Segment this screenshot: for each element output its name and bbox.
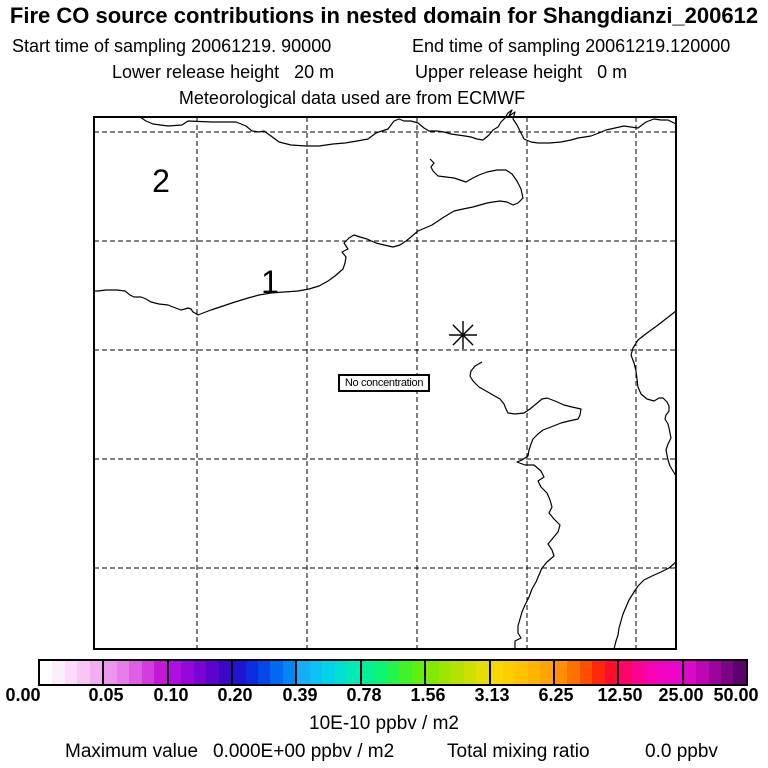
maximum-value-label: Maximum value: [65, 741, 199, 762]
colorbar-cell: [555, 661, 567, 684]
colorbar-cell: [246, 661, 258, 684]
colorbar-cell: [283, 661, 295, 684]
colorbar-cell: [684, 661, 696, 684]
colorbar-cell: [464, 661, 476, 684]
colorbar-cell: [515, 661, 527, 684]
colorbar-cell: [129, 661, 141, 684]
colorbar-cell: [439, 661, 451, 684]
maximum-value-text: 0.000E+00 ppbv / m2: [213, 741, 395, 762]
colorbar-cell: [721, 661, 733, 684]
colorbar-segment-7: [489, 661, 553, 684]
colorbar-cell: [233, 661, 245, 684]
colorbar-cell: [258, 661, 270, 684]
colorbar-tick-label-25.00: 25.00: [658, 685, 704, 705]
colorbar-segment-2: [167, 661, 231, 684]
colorbar-cell: [362, 661, 374, 684]
colorbar-cell: [374, 661, 386, 684]
colorbar-tick-label-0.05: 0.05: [88, 685, 124, 705]
colorbar-cell: [669, 661, 681, 684]
colorbar-cell: [335, 661, 347, 684]
coastline-north_coast: [140, 110, 676, 146]
mixing-ratio-label: Total mixing ratio: [447, 741, 590, 762]
mixing-ratio-value: 0.0 ppbv: [645, 741, 718, 762]
figure-title: Fire CO source contributions in nested domain for Shangdianzi_200612: [9, 3, 759, 28]
colorbar-cell: [733, 661, 745, 684]
colorbar-segment-1: [102, 661, 166, 684]
colorbar-cell: [297, 661, 309, 684]
colorbar-cell: [503, 661, 515, 684]
colorbar-cell: [90, 661, 102, 684]
colorbar-cell: [206, 661, 218, 684]
colorbar-tick-label-0.20: 0.20: [217, 685, 253, 705]
colorbar-cell: [194, 661, 206, 684]
lower-release-text: Lower release height 20 m: [112, 62, 335, 82]
coastline-east_coast_lower: [614, 562, 676, 649]
colorbar-cell: [322, 661, 334, 684]
colorbar-cell: [476, 661, 488, 684]
colorbar-segment-0: [40, 661, 102, 684]
colorbar-segment-4: [295, 661, 359, 684]
no-concentration-box: No concentration: [338, 374, 430, 392]
colorbar-cell: [65, 661, 77, 684]
colorbar-tick-label-0.10: 0.10: [153, 685, 189, 705]
colorbar-cell: [644, 661, 656, 684]
colorbar-cell: [142, 661, 154, 684]
colorbar-tick-label-12.50: 12.50: [597, 685, 643, 705]
colorbar-cell: [412, 661, 424, 684]
colorbar-cell: [709, 661, 721, 684]
colorbar-cell: [181, 661, 193, 684]
colorbar-tick-label-0.00: 0.00: [5, 685, 41, 705]
start-time-text: Start time of sampling 20061219. 90000: [12, 36, 332, 56]
colorbar-cell: [426, 661, 438, 684]
region-label-1: 1: [261, 264, 279, 300]
colorbar-cell: [580, 661, 592, 684]
upper-release-text: Upper release height 0 m: [415, 62, 628, 82]
colorbar-cell: [619, 661, 631, 684]
colorbar-cell: [528, 661, 540, 684]
colorbar-segment-9: [617, 661, 681, 684]
coastline-west_bohai_coast: [470, 362, 581, 649]
region-label-2: 2: [152, 163, 170, 199]
colorbar-tick-label-6.25: 6.25: [538, 685, 574, 705]
colorbar-cell: [399, 661, 411, 684]
colorbar-cell: [567, 661, 579, 684]
colorbar-cell: [605, 661, 617, 684]
colorbar-segment-10: [682, 661, 746, 684]
colorbar-cell: [657, 661, 669, 684]
colorbar-cell: [451, 661, 463, 684]
colorbar-segment-8: [553, 661, 617, 684]
colorbar-segment-6: [424, 661, 488, 684]
colorbar-cell: [592, 661, 604, 684]
colorbar-cell: [632, 661, 644, 684]
colorbar-cell: [696, 661, 708, 684]
colorbar-cell: [52, 661, 64, 684]
colorbar-cell: [117, 661, 129, 684]
colorbar-cell: [347, 661, 359, 684]
colorbar-cell: [387, 661, 399, 684]
colorbar-cell: [540, 661, 552, 684]
colorbar-tick-label-50.00: 50.00: [713, 685, 759, 705]
colorbar-cell: [219, 661, 231, 684]
colorbar-cell: [104, 661, 116, 684]
colorbar-tick-label-0.39: 0.39: [282, 685, 318, 705]
end-time-text: End time of sampling 20061219.120000: [412, 36, 731, 56]
colorbar-segment-3: [231, 661, 295, 684]
colorbar-cell: [40, 661, 52, 684]
colorbar-tick-label-0.78: 0.78: [346, 685, 382, 705]
colorbar-cell: [154, 661, 166, 684]
colorbar-unit-label: 10E-10 ppbv / m2: [309, 713, 459, 734]
met-source-text: Meteorological data used are from ECMWF: [178, 88, 526, 108]
coastline-east_coast_upper: [631, 311, 676, 476]
colorbar-cell: [491, 661, 503, 684]
colorbar-cell: [77, 661, 89, 684]
colorbar-cell: [310, 661, 322, 684]
colorbar-tick-label-3.13: 3.13: [474, 685, 510, 705]
colorbar-cell: [169, 661, 181, 684]
colorbar-segment-5: [360, 661, 424, 684]
colorbar: [38, 659, 748, 686]
colorbar-tick-label-1.56: 1.56: [410, 685, 446, 705]
colorbar-cell: [270, 661, 282, 684]
